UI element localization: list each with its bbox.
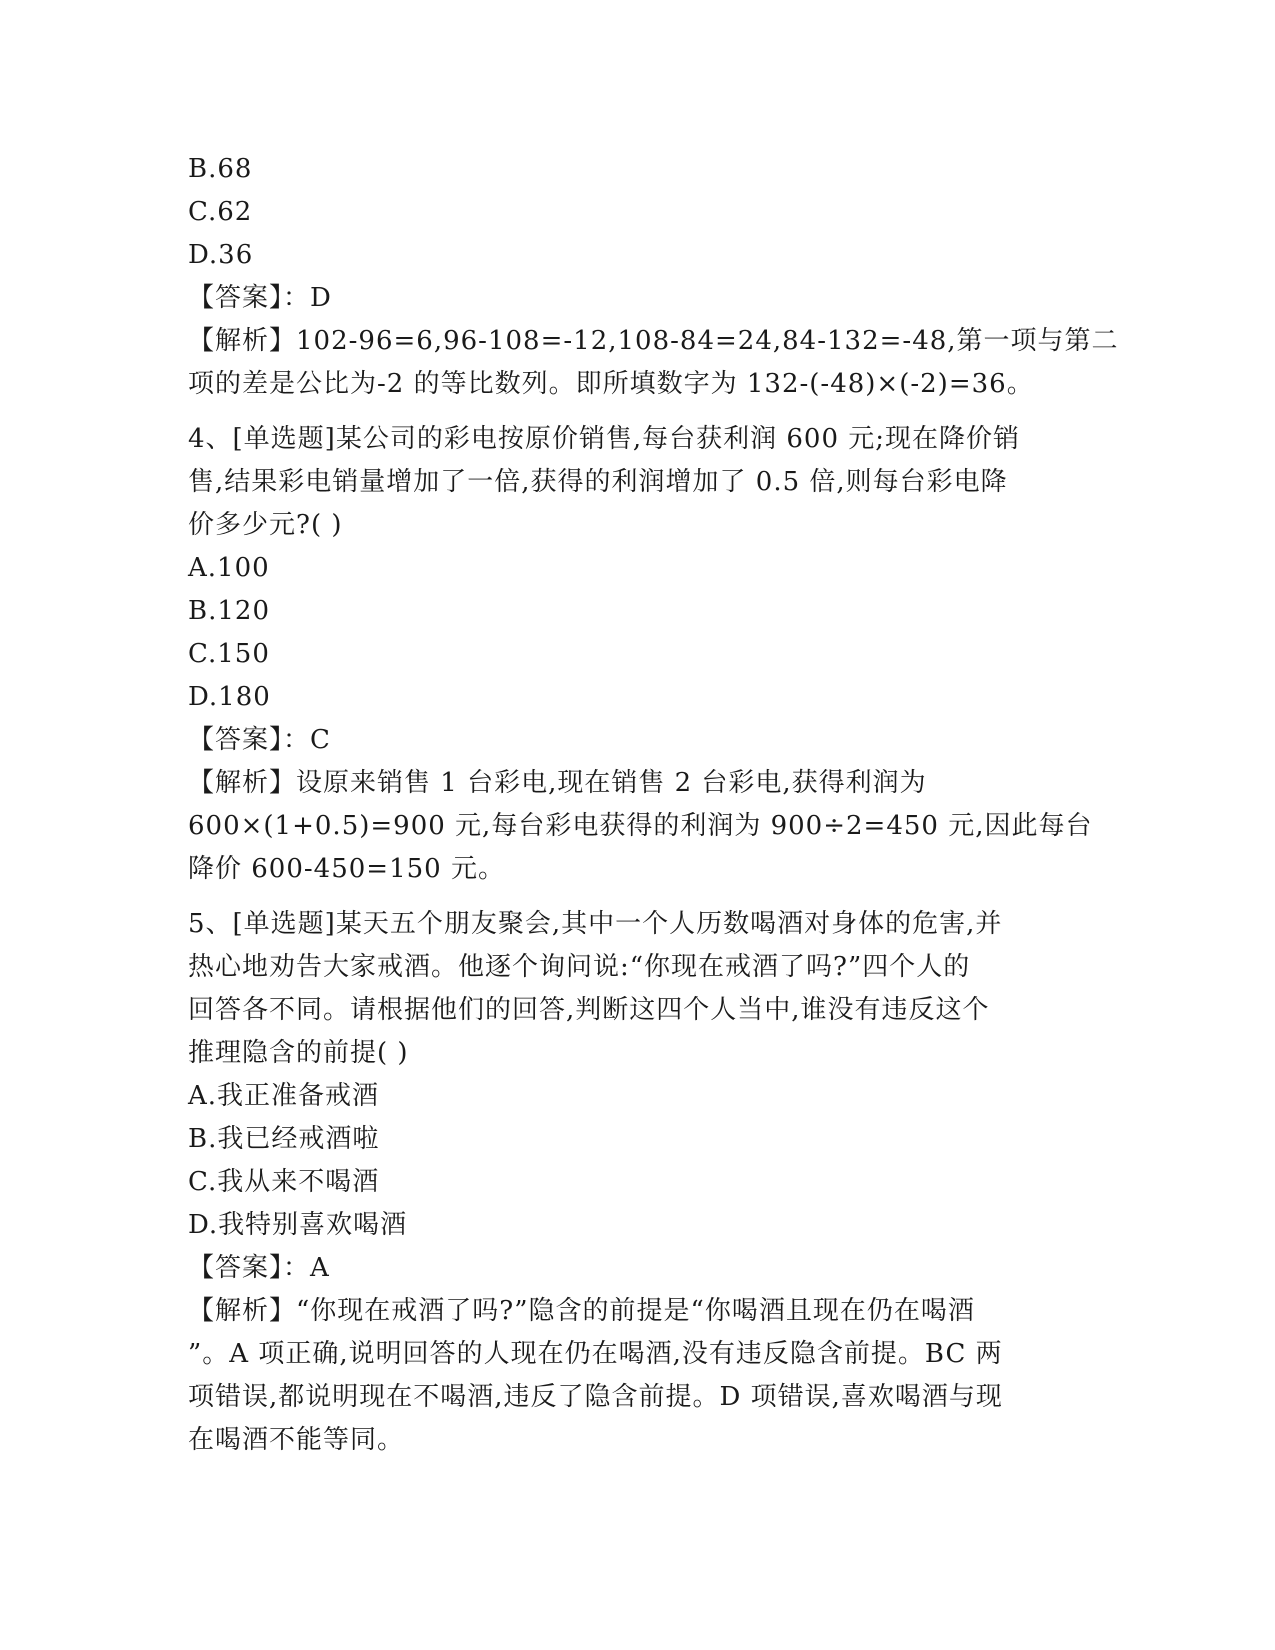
analysis-line: 项错误,都说明现在不喝酒,违反了隐含前提。D 项错误,喜欢喝酒与现: [188, 1382, 1003, 1412]
question-stem-line: 热心地劝告大家戒酒。他逐个询问说:“你现在戒酒了吗?”四个人的: [188, 952, 971, 982]
analysis-line: 【解析】“你现在戒酒了吗?”隐含的前提是“你喝酒且现在仍在喝酒: [188, 1296, 975, 1326]
question-3-tail: [188, 148, 1119, 406]
question-stem-line: 推理隐含的前提( ): [188, 1038, 409, 1068]
option-d: D.36: [188, 240, 254, 270]
document-page: [188, 148, 1119, 1462]
option-c: C.62: [188, 197, 253, 227]
analysis-line: 降价 600-450=150 元。: [188, 854, 505, 884]
analysis-line: 项的差是公比为-2 的等比数列。即所填数字为 132-(-48)×(-2)=36。: [188, 369, 1034, 399]
answer: 【答案】：A: [188, 1253, 330, 1283]
option-b: B.我已经戒酒啦: [188, 1124, 380, 1154]
answer: 【答案】：D: [188, 283, 332, 313]
question-stem-line: 售,结果彩电销量增加了一倍,获得的利润增加了 0.5 倍,则每台彩电降: [188, 467, 1008, 497]
option-d: D.我特别喜欢喝酒: [188, 1210, 408, 1240]
option-d: D.180: [188, 682, 271, 712]
question-5: [188, 903, 1088, 1462]
question-stem-line: 5、[单选题]某天五个朋友聚会,其中一个人历数喝酒对身体的危害,并: [188, 909, 1003, 939]
answer: 【答案】：C: [188, 725, 331, 755]
option-a: A.100: [188, 553, 270, 583]
question-stem-line: 4、[单选题]某公司的彩电按原价销售,每台获利润 600 元;现在降价销: [188, 424, 1021, 454]
option-c: C.我从来不喝酒: [188, 1167, 380, 1197]
analysis-line: ”。A 项正确,说明回答的人现在仍在喝酒,没有违反隐含前提。BC 两: [188, 1339, 1003, 1369]
question-4: [188, 418, 1093, 891]
analysis-line: 600×(1+0.5)=900 元,每台彩电获得的利润为 900÷2=450 元,因此每台: [188, 811, 1093, 841]
analysis-line: 【解析】102-96=6,96-108=-12,108-84=24,84-132=-48,第一项与第二: [188, 326, 1119, 356]
option-b: B.120: [188, 596, 270, 626]
analysis-line: 在喝酒不能等同。: [188, 1425, 405, 1455]
analysis-line: 【解析】设原来销售 1 台彩电,现在销售 2 台彩电,获得利润为: [188, 768, 927, 798]
question-stem-line: 回答各不同。请根据他们的回答,判断这四个人当中,谁没有违反这个: [188, 995, 990, 1025]
option-a: A.我正准备戒酒: [188, 1081, 380, 1111]
option-b: B.68: [188, 154, 253, 184]
option-c: C.150: [188, 639, 270, 669]
question-stem-line: 价多少元?( ): [188, 510, 343, 540]
